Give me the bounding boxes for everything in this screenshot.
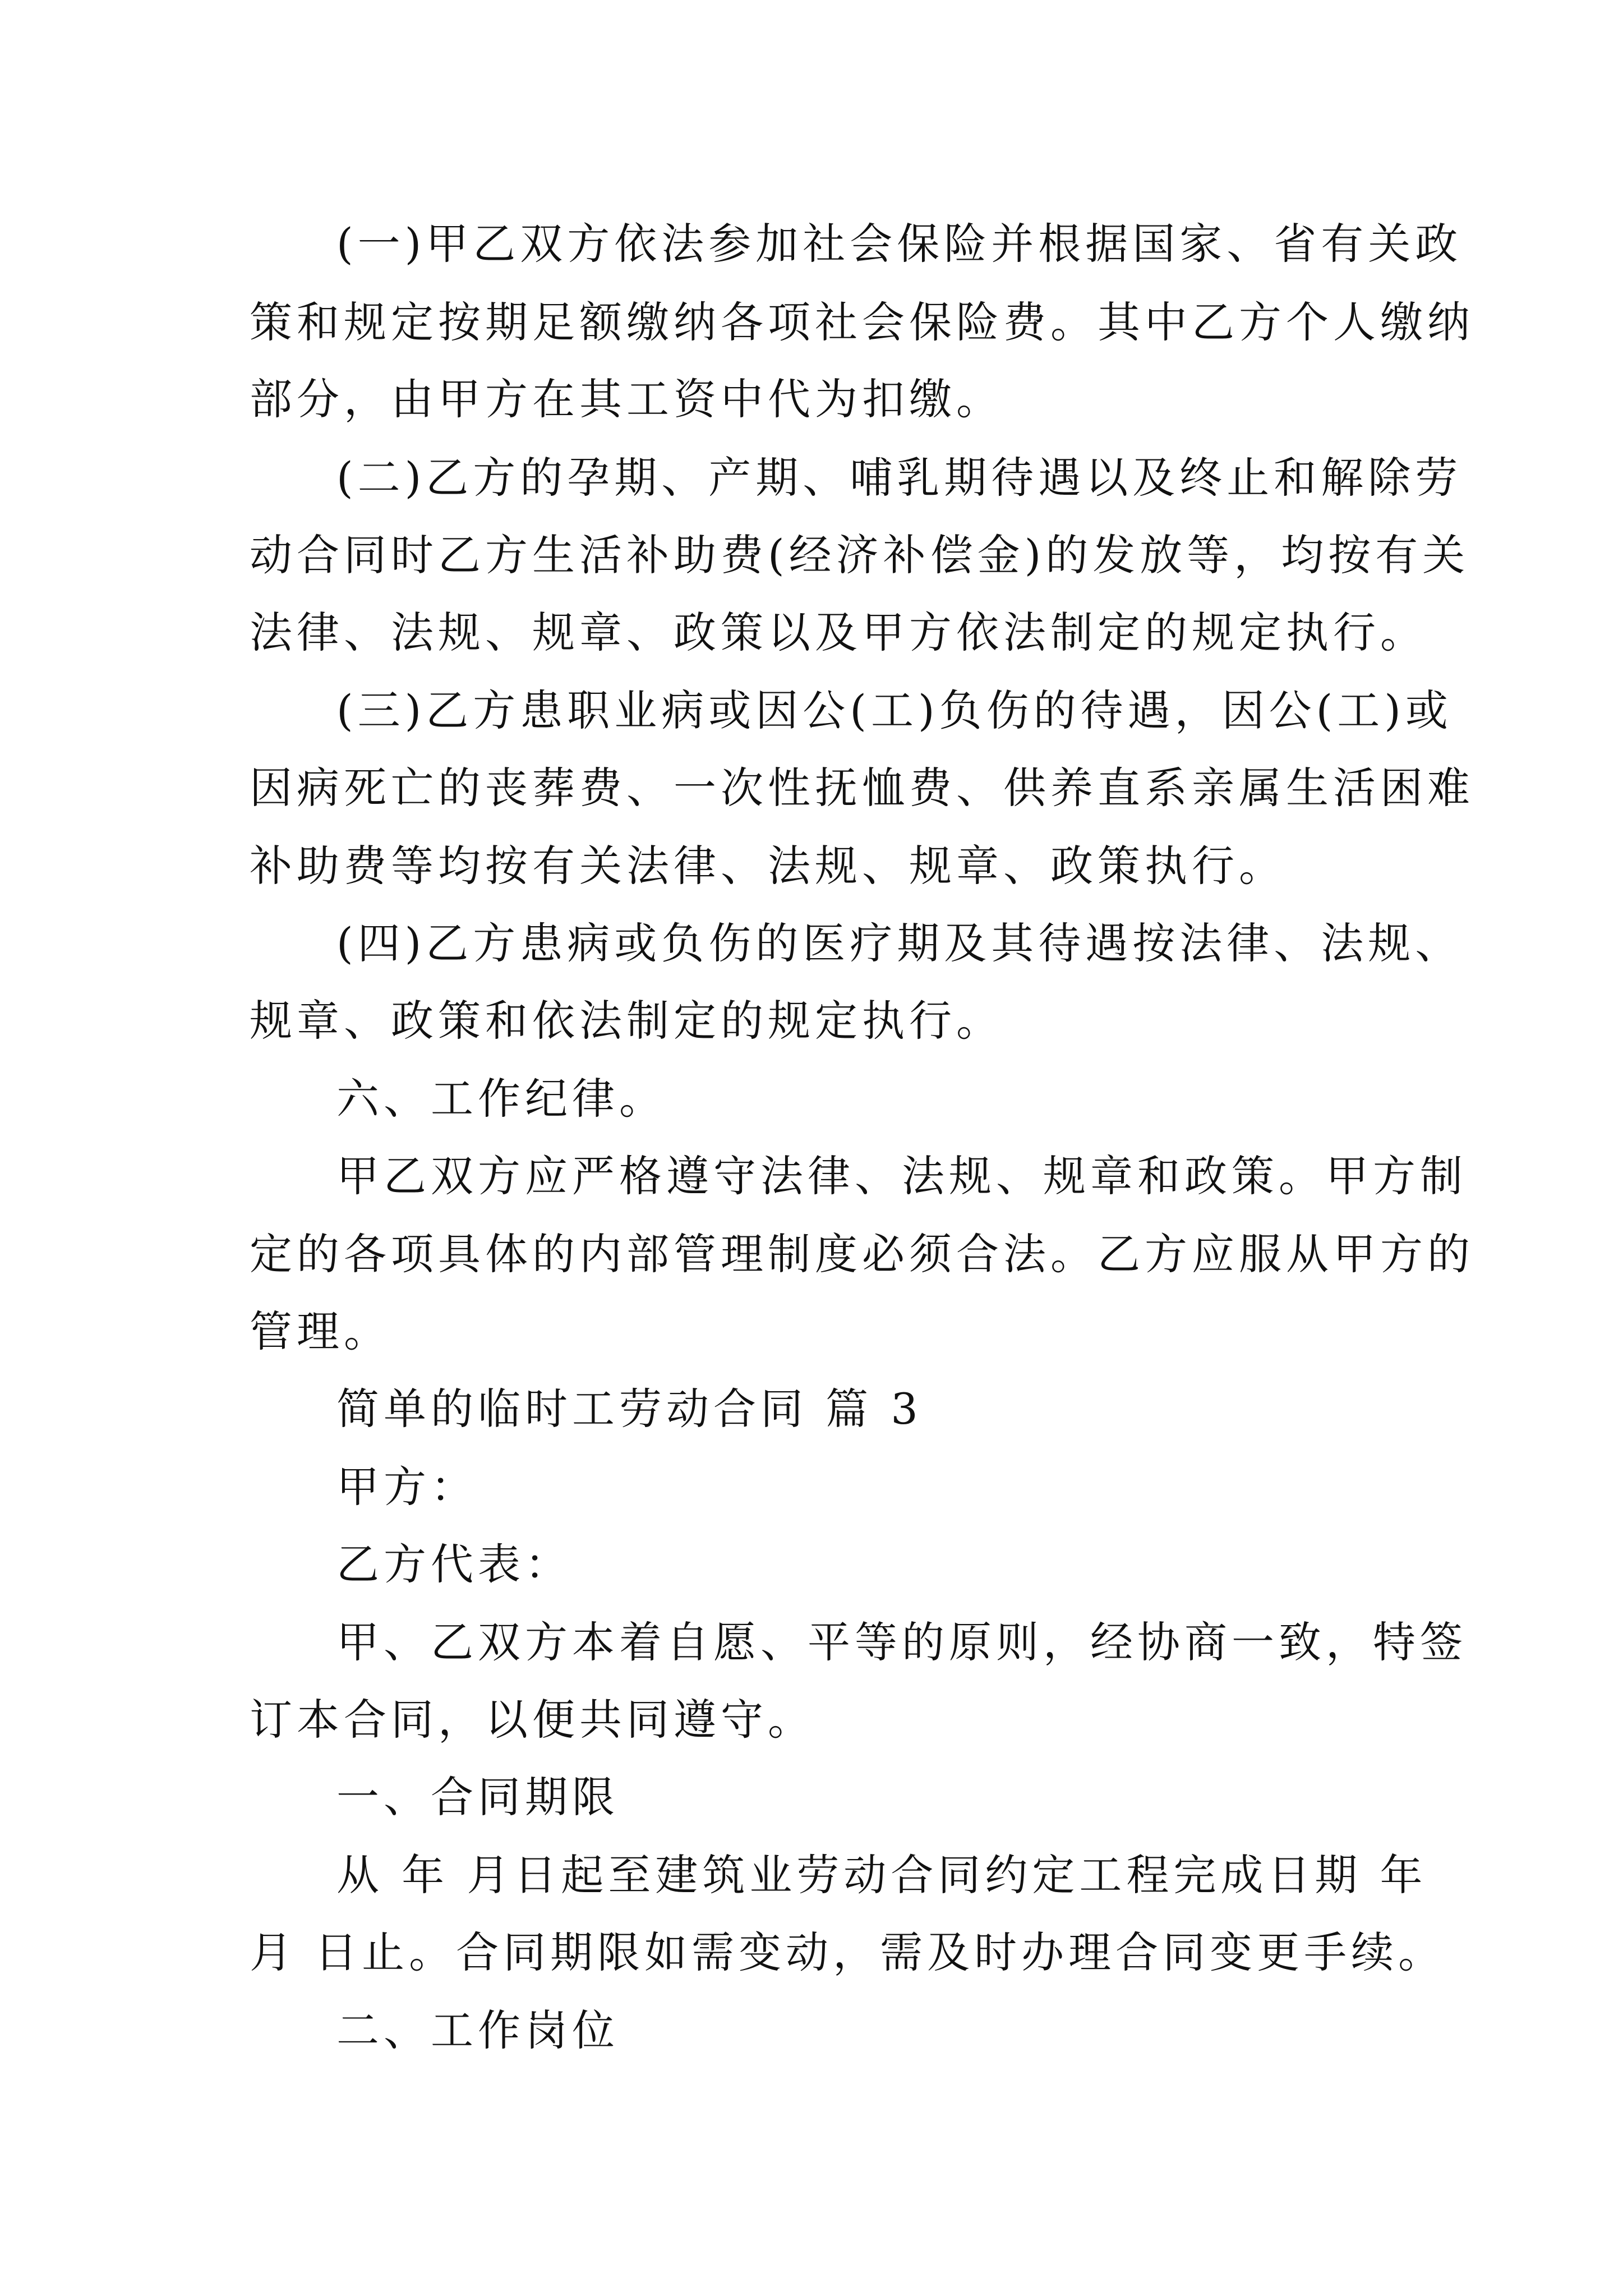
paragraph-line: 补助费等均按有关法律、法规、规章、政策执行。 [250, 841, 1286, 891]
paragraph-line: 部分，由甲方在其工资中代为扣缴。 [250, 374, 1003, 424]
paragraph-line: (一)甲乙双方依法参加社会保险并根据国家、省有关政 [336, 219, 1463, 269]
paragraph-line: 定的各项具体的内部管理制度必须合法。乙方应服从甲方的 [250, 1229, 1474, 1279]
paragraph-line: (二)乙方的孕期、产期、哺乳期待遇以及终止和解除劳 [336, 453, 1463, 503]
paragraph-line: 甲乙双方应严格遵守法律、法规、规章和政策。甲方制 [336, 1151, 1467, 1201]
section-heading: 二、工作岗位 [336, 2005, 619, 2055]
section-heading: 六、工作纪律。 [336, 1074, 666, 1124]
paragraph-line: 甲、乙双方本着自愿、平等的原则，经协商一致，特签 [336, 1617, 1467, 1667]
document-title: 简单的临时工劳动合同 篇 3 [336, 1384, 923, 1434]
paragraph-line: 动合同时乙方生活补助费(经济补偿金)的发放等，均按有关 [250, 530, 1470, 580]
paragraph-line: 法律、法规、规章、政策以及甲方依法制定的规定执行。 [250, 608, 1427, 657]
paragraph-line: 管理。 [250, 1306, 391, 1356]
paragraph-line: 规章、政策和依法制定的规定执行。 [250, 996, 1003, 1046]
section-heading: 一、合同期限 [336, 1772, 619, 1822]
paragraph-line: 从 年 月日起至建筑业劳动合同约定工程完成日期 年 [336, 1850, 1427, 1900]
party-a-label: 甲方： [336, 1462, 478, 1512]
paragraph-line: 策和规定按期足额缴纳各项社会保险费。其中乙方个人缴纳 [250, 297, 1474, 347]
paragraph-line: 订本合同，以便共同遵守。 [250, 1695, 815, 1745]
paragraph-line: (四)乙方患病或负伤的医疗期及其待遇按法律、法规、 [336, 918, 1463, 968]
paragraph-line: 因病死亡的丧葬费、一次性抚恤费、供养直系亲属生活困难 [250, 763, 1474, 813]
paragraph-line: 月 日止。合同期限如需变动，需及时办理合同变更手续。 [250, 1927, 1446, 1977]
party-b-label: 乙方代表： [336, 1539, 572, 1589]
paragraph-line: (三)乙方患职业病或因公(工)负伤的待遇，因公(工)或 [336, 685, 1453, 735]
